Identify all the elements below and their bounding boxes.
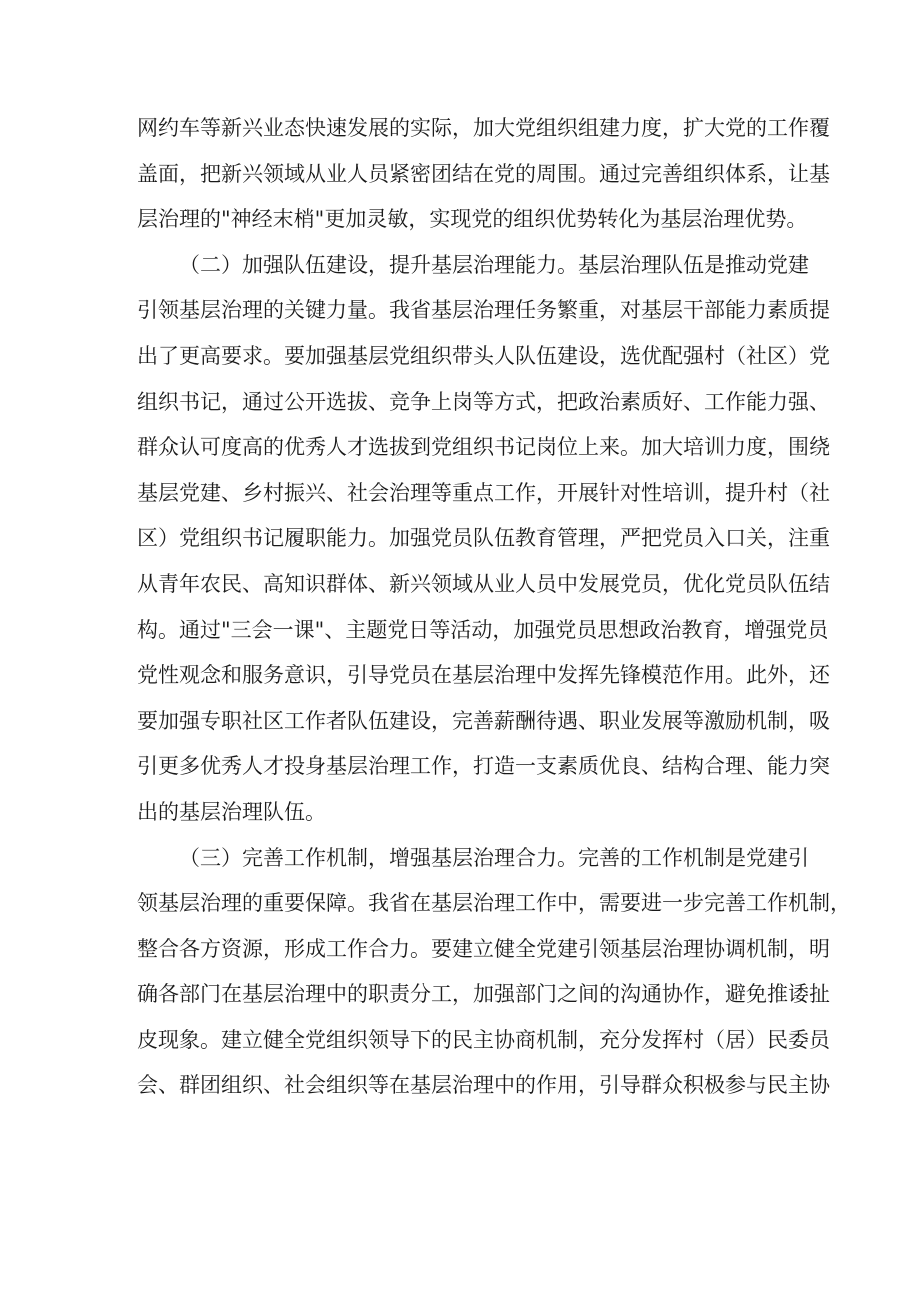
paragraph-work-mechanism xyxy=(137,836,851,1110)
text-line: 领基层治理的重要保障。我省在基层治理工作中，需要进一步完善工作机制， xyxy=(137,891,851,916)
text-line: 层治理的"神经末梢"更加灵敏，实现党的组织优势转化为基层治理优势。 xyxy=(137,207,808,232)
text-line: 组织书记，通过公开选拔、竞争上岗等方式，把政治素质好、工作能力强、 xyxy=(137,389,830,414)
text-line: 群众认可度高的优秀人才选拔到党组织书记岗位上来。加大培训力度，围绕 xyxy=(137,435,830,460)
text-line: 构。通过"三会一课"、主题党日等活动，加强党员思想政治教育，增强党员 xyxy=(137,617,829,642)
text-line: 从青年农民、高知识群体、新兴领域从业人员中发展党员，优化党员队伍结 xyxy=(137,571,830,596)
paragraph-team-building xyxy=(137,243,830,836)
text-line: 整合各方资源，形成工作合力。要建立健全党建引领基层治理协调机制，明 xyxy=(137,936,830,961)
text-line: 皮现象。建立健全党组织领导下的民主协商机制，充分发挥村（居）民委员 xyxy=(137,1027,830,1052)
text-line: 区）党组织书记履职能力。加强党员队伍教育管理，严把党员入口关，注重 xyxy=(137,526,830,551)
text-line: 确各部门在基层治理中的职责分工，加强部门之间的沟通协作，避免推诿扯 xyxy=(137,982,830,1007)
paragraph-continuation xyxy=(137,106,830,243)
text-line: 引领基层治理的关键力量。我省基层治理任务繁重，对基层干部能力素质提 xyxy=(137,298,830,323)
text-line: 要加强专职社区工作者队伍建设，完善薪酬待遇、职业发展等激励机制，吸 xyxy=(137,708,830,733)
text-line: 基层党建、乡村振兴、社会治理等重点工作，开展针对性培训，提升村（社 xyxy=(137,480,830,505)
text-line: 会、群团组织、社会组织等在基层治理中的作用，引导群众积极参与民主协 xyxy=(137,1073,830,1098)
text-line: 党性观念和服务意识，引导党员在基层治理中发挥先锋模范作用。此外，还 xyxy=(137,663,830,688)
text-line: 出的基层治理队伍。 xyxy=(137,799,326,824)
section-heading-line: （三）完善工作机制，增强基层治理合力。完善的工作机制是党建引 xyxy=(179,845,809,870)
text-line: 出了更高要求。要加强基层党组织带头人队伍建设，选优配强村（社区）党 xyxy=(137,343,830,368)
text-line: 网约车等新兴业态快速发展的实际，加大党组织组建力度，扩大党的工作覆 xyxy=(137,116,830,140)
document-body xyxy=(137,106,851,1109)
section-heading-line: （二）加强队伍建设，提升基层治理能力。基层治理队伍是推动党建 xyxy=(179,252,809,277)
text-line: 引更多优秀人才投身基层治理工作，打造一支素质优良、结构合理、能力突 xyxy=(137,754,830,779)
text-line: 盖面，把新兴领域从业人员紧密团结在党的周围。通过完善组织体系，让基 xyxy=(137,161,830,186)
